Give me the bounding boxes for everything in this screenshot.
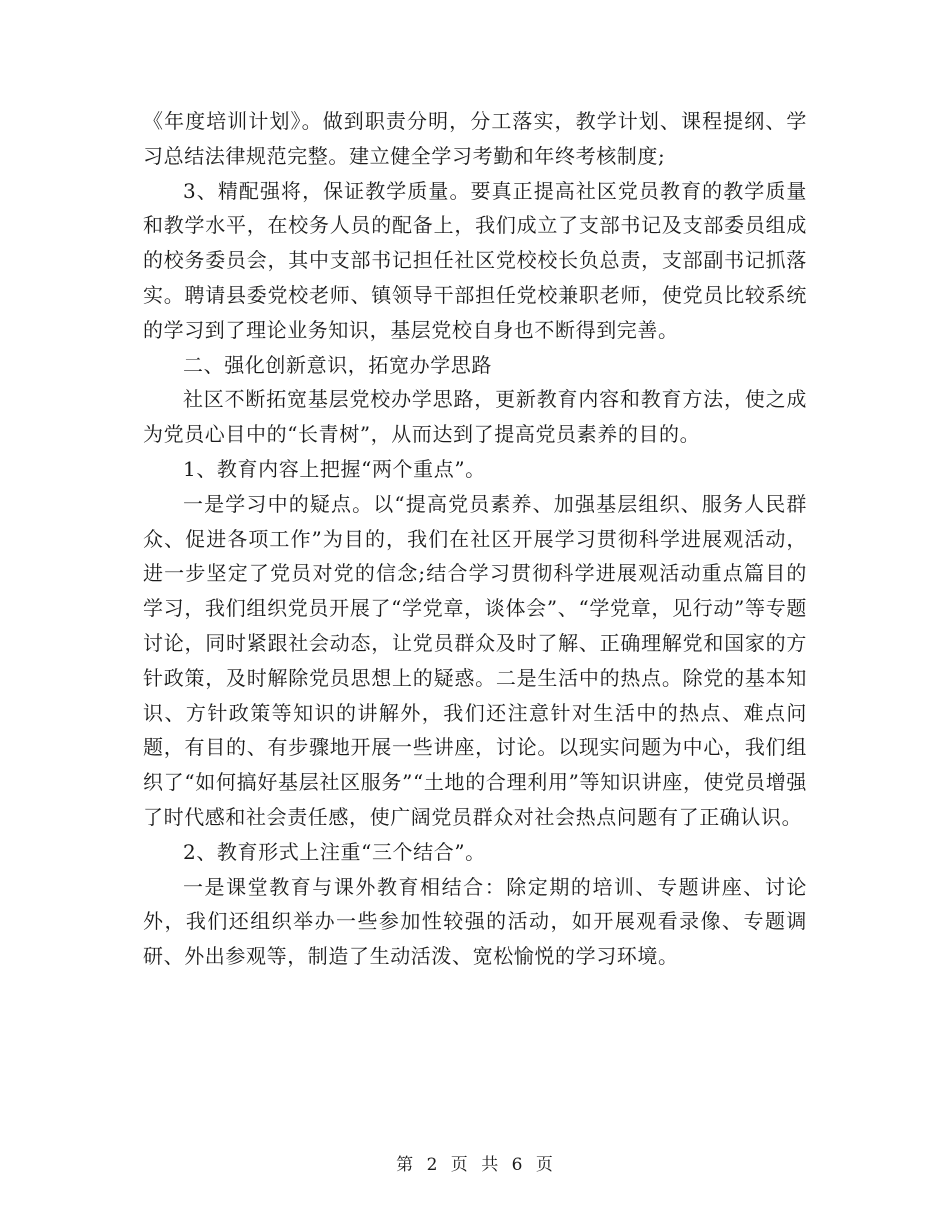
paragraph-6: 一是学习中的疑点。以“提高党员素养、加强基层组织、服务人民群众、促进各项工作”为目的，我们在社区开展学习贯彻科学进展观活动，进一步坚定了党员对党的信念;结合学习贯彻科学进展观活动重点篇目的学习，我们组织党员开展了“学党章，谈体会”、“学党章，见行动”等专题讨论，同时紧跟社会动态，让党员群众及时了解、正确理解党和国家的方针政策，及时解除党员思想上的疑惑。二是生活中的热点。除党的基本知识、方针政策等知识的讲解外，我们还注意针对生活中的热点、难点问题，有目的、有步骤地开展一些讲座，讨论。以现实问题为中心，我们组织了“如何搞好基层社区服务”“土地的合理利用”等知识讲座，使党员增强了时代感和社会责任感，使广阔党员群众对社会热点问题有了正确认识。 xyxy=(143,491,807,829)
subheading-2: 2、教育形式上注重“三个结合”。 xyxy=(183,839,486,864)
paragraph-4: 社区不断拓宽基层党校办学思路，更新教育内容和教育方法，使之成为党员心目中的“长青树”，从而达到了提高党员素养的目的。 xyxy=(143,387,807,447)
page-footer: 第 2 页 共 6 页 xyxy=(396,1155,554,1175)
paragraph-2: 3、精配强将，保证教学质量。要真正提高社区党员教育的教学质量和教学水平，在校务人员的配备上，我们成立了支部书记及支部委员组成的校务委员会，其中支部书记担任社区党校校长负总责，支部副书记抓落实。聘请县委党校老师、镇领导干部担任党校兼职老师，使党员比较系统的学习到了理论业务知识，基层党校自身也不断得到完善。 xyxy=(143,178,807,342)
paragraph-1: 《年度培训计划》。做到职责分明，分工落实，教学计划、课程提纲、学习总结法律规范完整。建立健全学习考勤和年终考核制度; xyxy=(143,109,807,168)
paragraph-8: 一是课堂教育与课外教育相结合：除定期的培训、专题讲座、讨论外，我们还组织举办一些参加性较强的活动，如开展观看录像、专题调研、外出参观等，制造了生动活泼、宽松愉悦的学习环境。 xyxy=(143,874,807,969)
document-body xyxy=(143,104,807,974)
section-heading: 二、强化创新意识，拓宽办学思路 xyxy=(183,352,492,377)
subheading-1: 1、教育内容上把握“两个重点”。 xyxy=(183,456,486,481)
